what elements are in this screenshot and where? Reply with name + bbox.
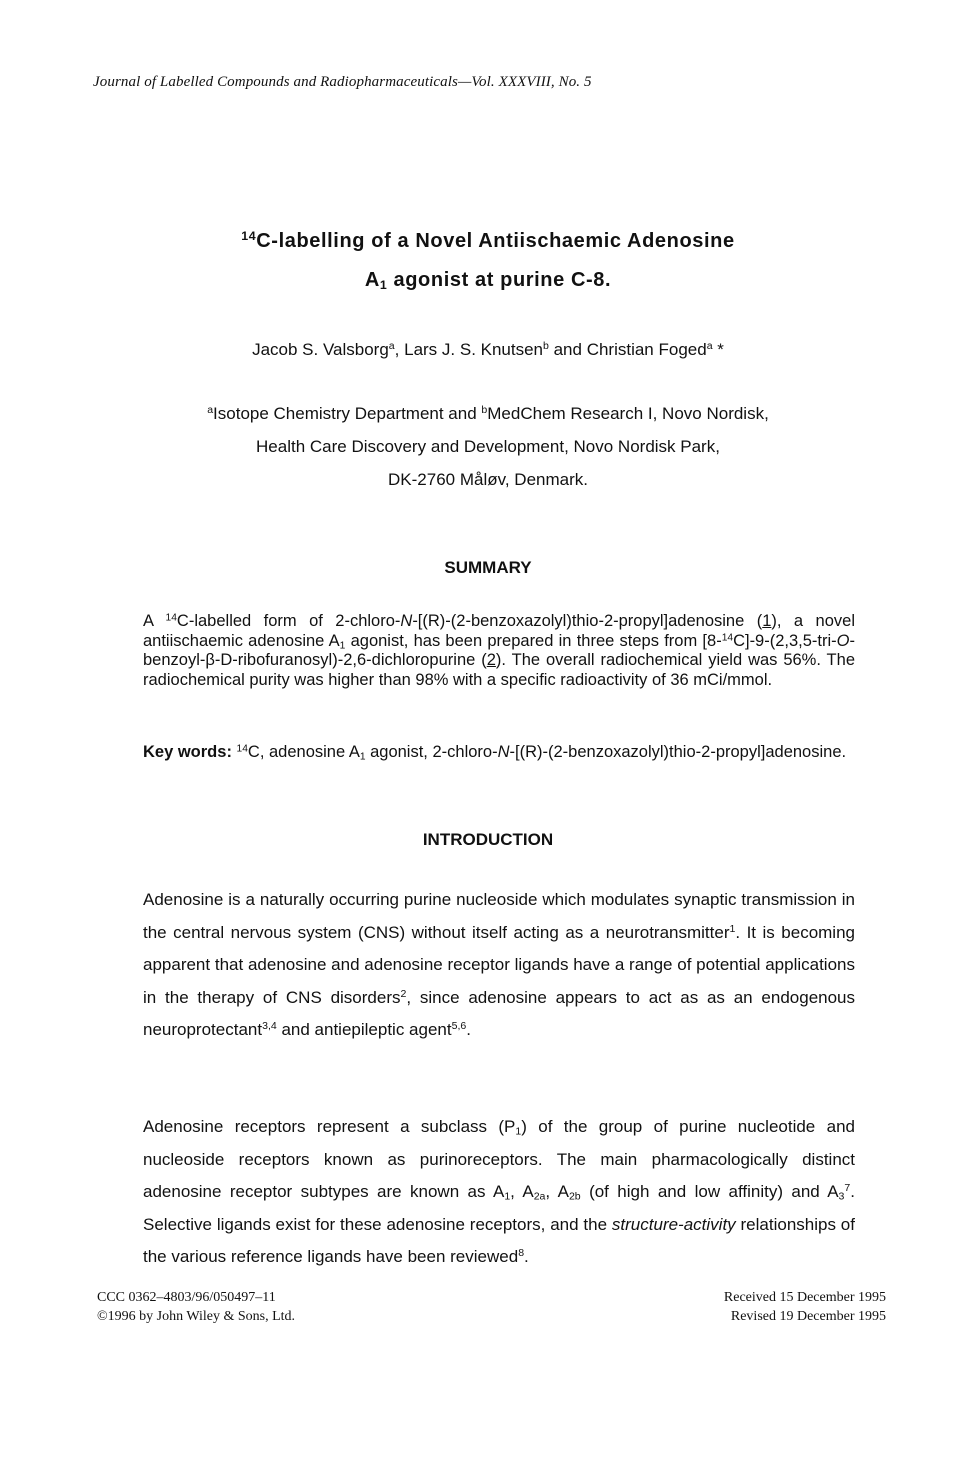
summary-heading: SUMMARY bbox=[444, 558, 532, 577]
author-2-affil: b bbox=[543, 340, 549, 353]
para-frag: . Selective ligands exist for these adenosine receptors, and the bbox=[143, 1182, 855, 1234]
author-3: Christian Foged bbox=[586, 340, 707, 359]
article-title-line-2 bbox=[0, 269, 976, 292]
citation: 5,6 bbox=[451, 1020, 467, 1033]
author-1-affil: a bbox=[388, 340, 395, 353]
keywords-frag: agonist, 2-chloro- bbox=[365, 743, 498, 761]
para-sub: 1 bbox=[515, 1125, 522, 1138]
footer-left bbox=[97, 1288, 295, 1326]
summary-text bbox=[143, 612, 855, 690]
article-title-line-1 bbox=[0, 230, 976, 253]
affil-sup-b: b bbox=[481, 404, 488, 417]
intro-paragraph-1 bbox=[143, 884, 855, 1047]
corresponding-mark: * bbox=[712, 340, 724, 359]
summary-frag: -[(R)-(2-benzoxazolyl)thio-2-propyl]adenosine ( bbox=[412, 612, 763, 630]
footer-right bbox=[724, 1288, 886, 1326]
affil-text-1: Isotope Chemistry Department and bbox=[213, 404, 482, 423]
author-sep: and bbox=[548, 340, 587, 359]
keywords-frag: -[(R)-(2-benzoxazolyl)thio-2-propyl]adenosine. bbox=[509, 743, 847, 761]
keywords-sub: 1 bbox=[359, 751, 366, 763]
summary-sub: 1 bbox=[339, 640, 346, 652]
author-1: Jacob S. Valsborg bbox=[252, 340, 389, 359]
summary-sup: 14 bbox=[165, 612, 177, 624]
author-sep: , bbox=[394, 340, 405, 359]
para-frag: . bbox=[466, 1020, 471, 1040]
summary-italic: N bbox=[400, 612, 413, 630]
para-sub: 2a bbox=[533, 1190, 546, 1203]
summary-frag: C]-9-(2,3,5-tri- bbox=[733, 631, 837, 650]
keywords-sup: 14 bbox=[236, 743, 248, 755]
journal-header: Journal of Labelled Compounds and Radiopharmaceuticals—Vol. XXXVIII, No. 5 bbox=[93, 74, 592, 90]
para-frag: relationships of the various reference ligands have been reviewed bbox=[143, 1214, 855, 1267]
keywords bbox=[143, 742, 855, 762]
summary-frag: C-labelled form of 2-chloro- bbox=[176, 612, 401, 630]
para-sub: 2b bbox=[568, 1190, 581, 1203]
para-frag: Adenosine is a naturally occurring purine nucleoside which modulates synaptic transmission in the central nervous system (CNS) without itself acting as a neurotransmitter bbox=[143, 890, 855, 942]
summary-italic: O bbox=[836, 631, 850, 650]
para-frag: Adenosine receptors represent a subclass (P bbox=[143, 1117, 516, 1136]
affiliation-line-3: DK-2760 Måløv, Denmark. bbox=[388, 470, 588, 489]
title-text-1: C-labelling of a Novel Antiischaemic Adenosine bbox=[256, 230, 735, 252]
para-italic: structure-activity bbox=[611, 1214, 736, 1234]
affiliation-line-1 bbox=[0, 404, 976, 424]
author-2: Lars J. S. Knutsen bbox=[404, 340, 544, 359]
summary-frag: ). The overall radiochemical yield was 56%. The radiochemical purity was higher than 98% with a specific radioactivity of 36 mCi/mmol. bbox=[143, 651, 855, 689]
title-a: A bbox=[364, 269, 380, 291]
title-a-sub: 1 bbox=[379, 278, 388, 293]
affil-sup-a: a bbox=[207, 404, 214, 417]
citation: 2 bbox=[400, 987, 407, 1000]
introduction-heading: INTRODUCTION bbox=[422, 830, 554, 849]
para-frag: (of high and low affinity) and A bbox=[580, 1182, 839, 1202]
summary-frag: A bbox=[143, 612, 166, 630]
copyright: ©1996 by John Wiley & Sons, Ltd. bbox=[97, 1309, 296, 1324]
summary-frag: -benzoyl-β-D-ribofuranosyl)-2,6-dichloropurine ( bbox=[143, 631, 855, 669]
para-sub: 1 bbox=[504, 1190, 511, 1203]
para-frag: . It is becoming apparent that adenosine and adenosine receptor ligands have a range of potential applications in the therapy of CNS disorders bbox=[143, 922, 855, 1007]
para-sub: 3 bbox=[838, 1190, 845, 1203]
citation: 8 bbox=[518, 1247, 525, 1260]
author-3-affil: a bbox=[706, 340, 713, 353]
compound-ref-1: 1 bbox=[762, 612, 772, 630]
affil-text-2: MedChem Research I, Novo Nordisk, bbox=[487, 404, 769, 423]
ccc-code: CCC 0362–4803/96/050497–11 bbox=[97, 1290, 276, 1305]
revised-date: Revised 19 December 1995 bbox=[730, 1309, 886, 1324]
keywords-italic: N bbox=[497, 743, 510, 761]
citation: 7 bbox=[844, 1182, 851, 1195]
para-frag: , A bbox=[510, 1182, 534, 1202]
para-frag: , A bbox=[545, 1182, 569, 1202]
summary-frag: ), a novel antiischaemic adenosine A bbox=[143, 612, 855, 650]
received-date: Received 15 December 1995 bbox=[723, 1290, 886, 1305]
summary-frag: agonist, has been prepared in three steps from [8- bbox=[345, 631, 722, 650]
citation: 3,4 bbox=[262, 1020, 277, 1033]
author-list bbox=[0, 340, 976, 360]
para-frag: . bbox=[524, 1247, 529, 1267]
title-isotope: 14 bbox=[241, 229, 257, 244]
para-frag: ) of the group of purine nucleotide and nucleoside receptors known as purinoreceptors. The main pharmacologically distinct adenosine receptor subtypes are known as A bbox=[143, 1117, 855, 1202]
para-frag: , since adenosine appears to act as as an endogenous neuroprotectant bbox=[143, 987, 856, 1040]
keywords-label: Key words: bbox=[143, 743, 232, 761]
title-text-2: agonist at purine C-8. bbox=[387, 269, 612, 291]
citation: 1 bbox=[729, 922, 736, 935]
intro-paragraph-2 bbox=[143, 1111, 855, 1274]
summary-sup: 14 bbox=[721, 631, 734, 643]
compound-ref-2: 2 bbox=[486, 651, 496, 669]
para-frag: and antiepileptic agent bbox=[276, 1020, 452, 1040]
keywords-frag: C, adenosine A bbox=[247, 743, 360, 761]
affiliation-line-2: Health Care Discovery and Development, Novo Nordisk Park, bbox=[256, 437, 720, 456]
